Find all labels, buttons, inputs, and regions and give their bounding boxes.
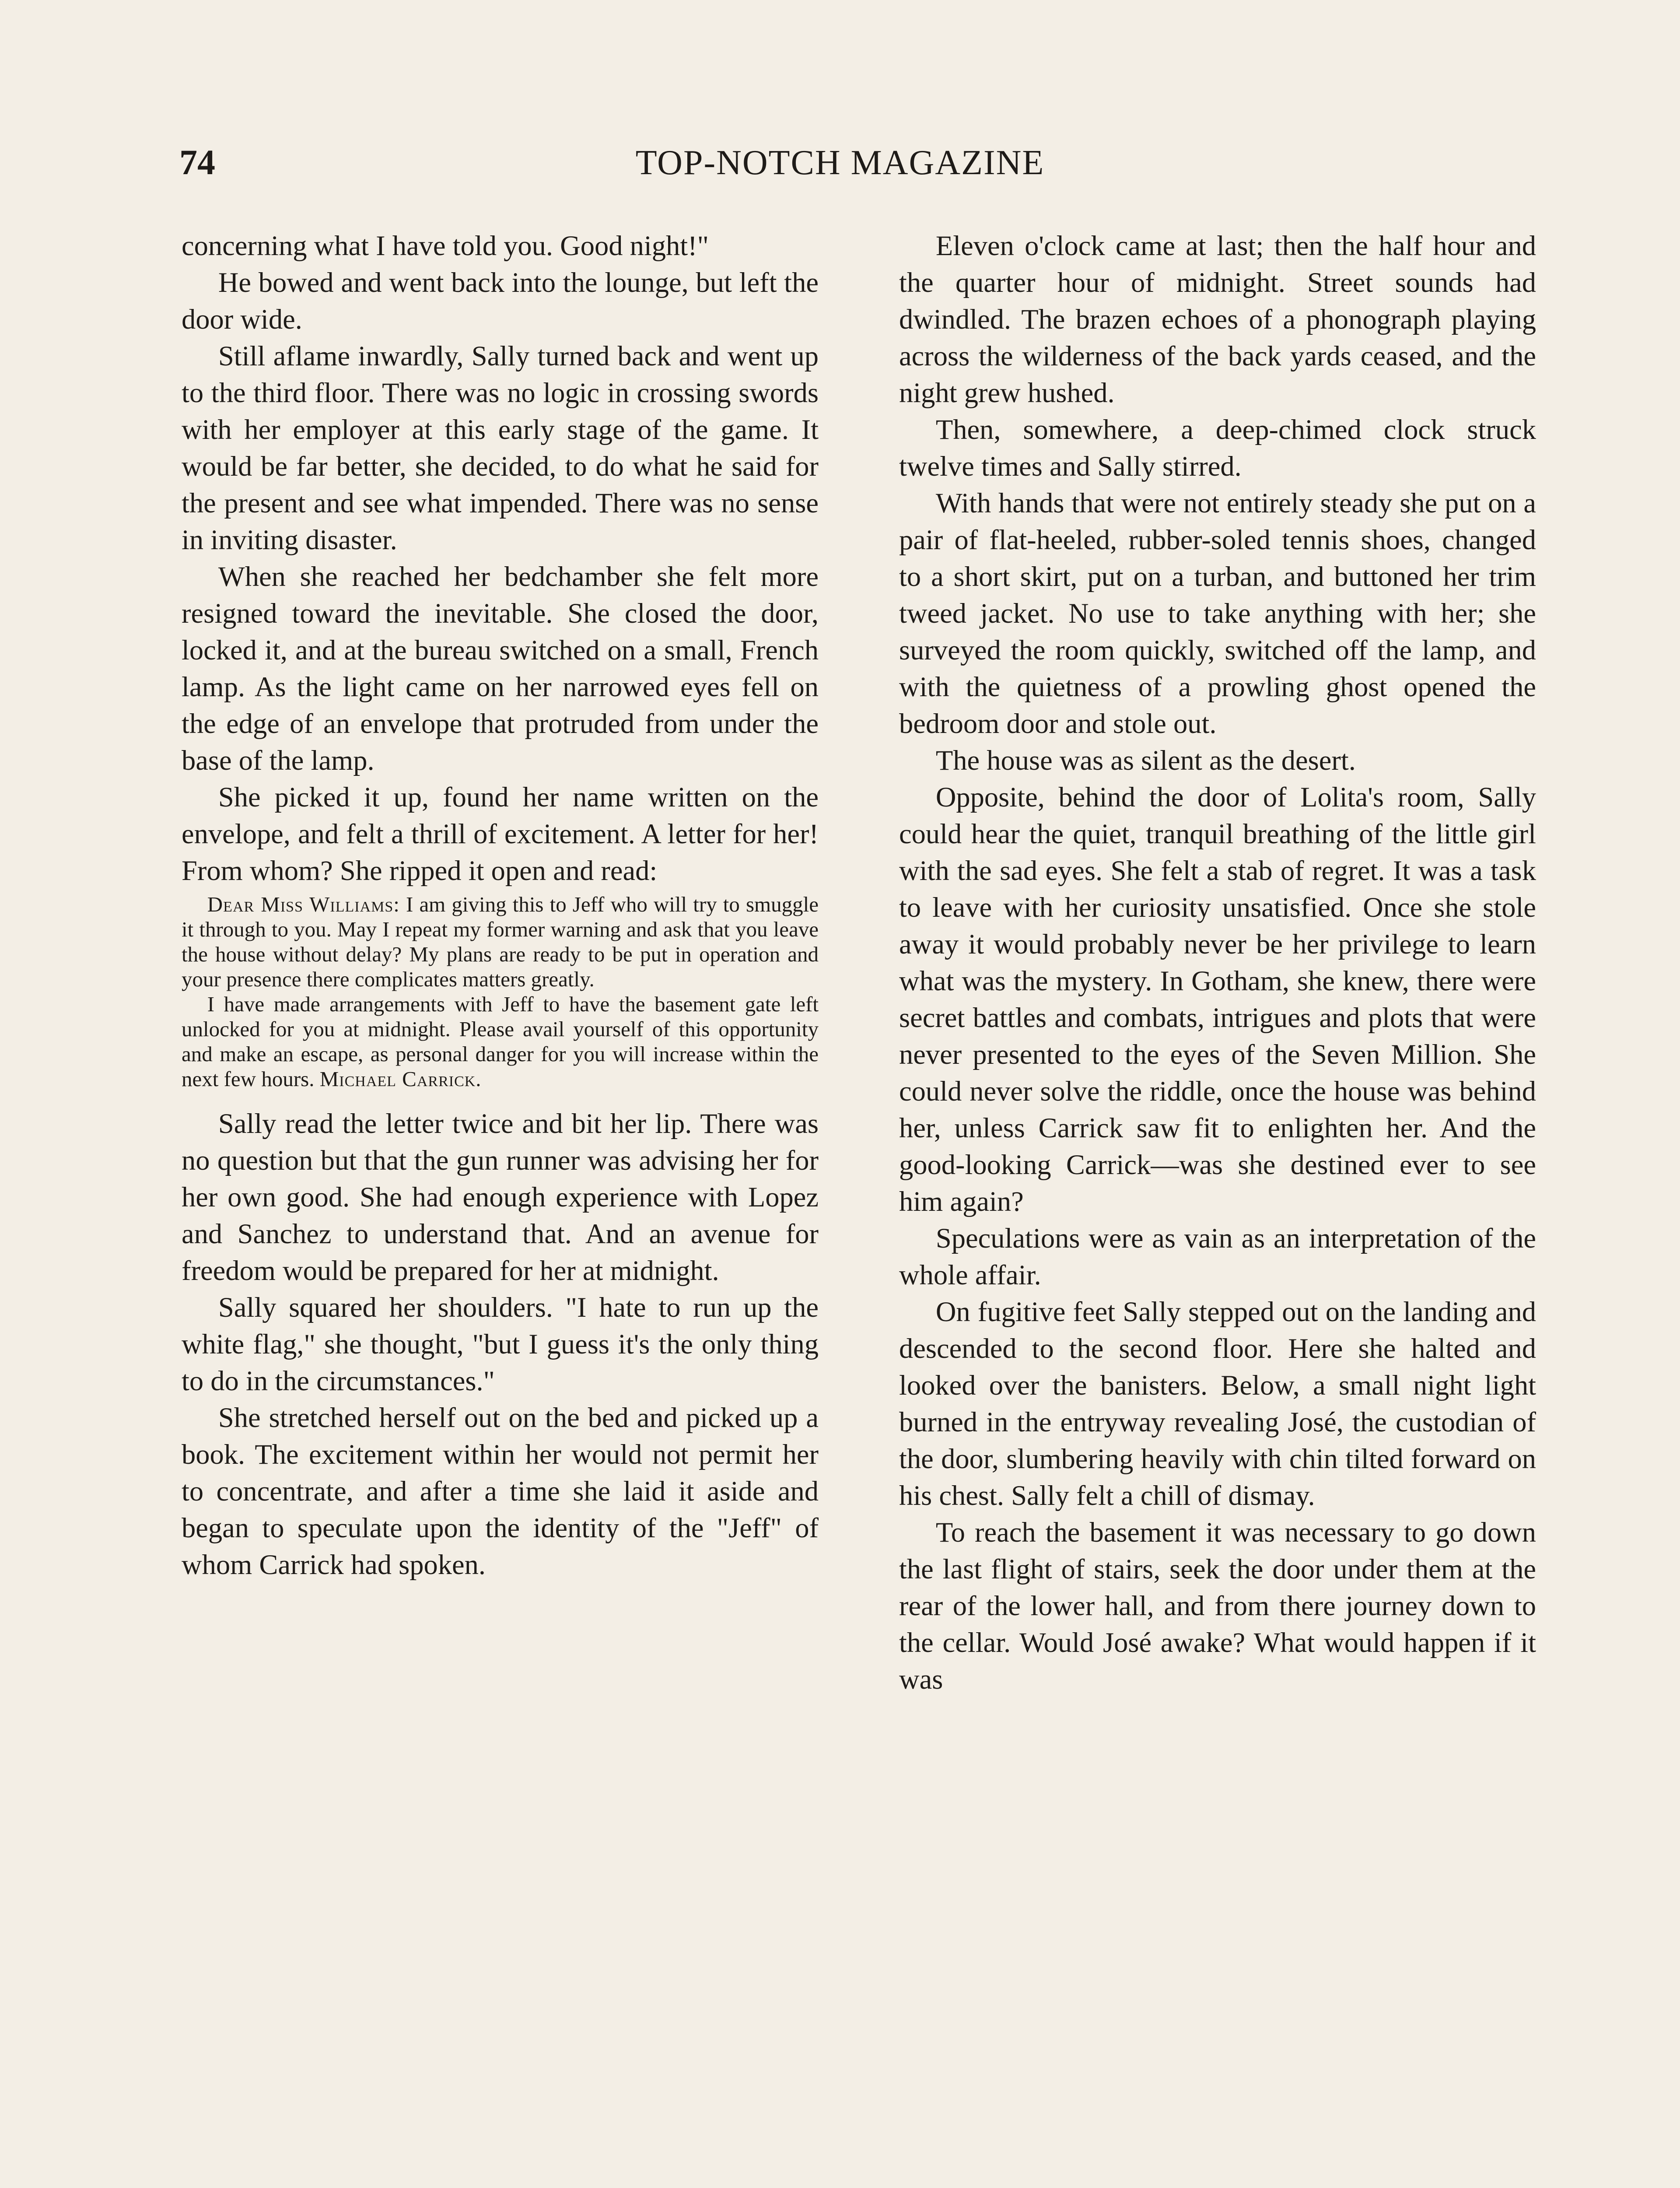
left-column [182,228,819,1583]
paragraph: Sally squared her shoulders. "I hate to run up the white flag," she thought, "but I guess it's the only thing to do in the circumstances." [182,1292,819,1396]
letter-salutation: Dear Miss Williams: [207,892,400,916]
paragraph: Opposite, behind the door of Lolita's room, Sally could hear the quiet, tranquil breathing of the little girl with the sad eyes. She felt a stab of regret. It was a task to leave with her curiosity unsatisfied. Once she stole away it would probably never be her privilege to learn what was the mystery. In Gotham, she knew, there were secret battles and combats, intrigues and plots that were never presented to the eyes of the Seven Million. She could never solve the riddle, once the house was behind her, unless Carrick saw fit to enlighten her. And the good-looking Carrick—was she destined ever to see him again? [899,782,1536,1217]
letter-paragraph [182,892,819,992]
paragraph: She stretched herself out on the bed and picked up a book. The excitement within her would not permit her to concentrate, and after a time she laid it aside and began to speculate upon the identity of the "Jeff" of whom Carrick had spoken. [182,1402,819,1580]
paragraph: Still aflame inwardly, Sally turned back and went up to the third floor. There was no logic in crossing swords with her employer at this early stage of the game. It would be far better, she decided, to do what he said for the present and see what impended. There was no sense in inviting disaster. [182,340,819,555]
letter-text: I have made arrangements with Jeff to have the basement gate left unlocked for you at midnight. Please avail yourself of this opportunity and make an escape, as personal danger for you will increase within the next few hours. [182,992,819,1091]
letter-signature: Michael Carrick. [319,1067,482,1091]
letter-text: I am giving this to Jeff who will try to smuggle it through to you. May I repeat my former warning and ask that you leave the house without delay? My plans are ready to be put in operation and your presence there complicates matters greatly. [182,892,819,991]
right-column [899,228,1536,1698]
running-head: TOP-NOTCH MAGAZINE [635,144,1045,182]
paragraph: On fugitive feet Sally stepped out on the landing and descended to the second floor. Here she halted and looked over the banisters. Below, a small night light burned in the entryway revealing José, the custodian of the door, slumbering heavily with chin tilted forward on his chest. Sally felt a chill of dismay. [899,1296,1536,1511]
paragraph: She picked it up, found her name written on the envelope, and felt a thrill of excitement. A letter for her! From whom? She ripped it open and read: [182,782,819,886]
letter-paragraph [182,992,819,1091]
paragraph: The house was as silent as the desert. [935,745,1356,776]
paragraph: With hands that were not entirely steady she put on a pair of flat-heeled, rubber-soled tennis shoes, changed to a short skirt, put on a turban, and buttoned her trim tweed jacket. No use to take anything with her; she surveyed the room quickly, switched off the lamp, and with the quietness of a prowling ghost opened the bedroom door and stole out. [899,487,1536,739]
page-number: 74 [179,142,215,182]
paragraph: When she reached her bedchamber she felt more resigned toward the inevitable. She closed the door, locked it, and at the bureau switched on a small, French lamp. As the light came on her narrowed eyes fell on the edge of an envelope that protruded from under the base of the lamp. [182,561,819,776]
paragraph: Eleven o'clock came at last; then the half hour and the quarter hour of midnight. Street sounds had dwindled. The brazen echoes of a phonograph playing across the wilderness of the back yards ceased, and the night grew hushed. [899,230,1536,408]
paragraph: concerning what I have told you. Good night!" [182,230,709,261]
paragraph: Then, somewhere, a deep-chimed clock struck twelve times and Sally stirred. [899,414,1536,482]
paragraph: He bowed and went back into the lounge, but left the door wide. [182,267,819,335]
letter [182,892,819,1091]
paragraph: To reach the basement it was necessary to go down the last flight of stairs, seek the door under them at the rear of the lower hall, and from there journey down to the cellar. Would José awake? What would happen if it was [899,1517,1536,1695]
paragraph: Speculations were as vain as an interpretation of the whole affair. [899,1223,1536,1290]
paragraph: Sally read the letter twice and bit her lip. There was no question but that the gun runner was advising her for her own good. She had enough experience with Lopez and Sanchez to understand that. And an avenue for freedom would be prepared for her at midnight. [182,1108,819,1286]
